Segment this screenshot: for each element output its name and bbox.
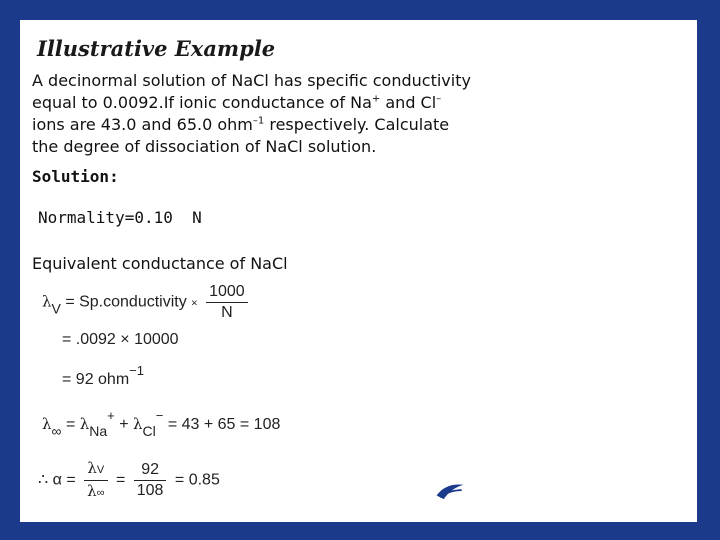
solution-label: Solution: [32, 167, 119, 186]
career-launcher-logo [433, 460, 720, 522]
problem-line-1: A decinormal solution of NaCl has specific conductivity [32, 71, 471, 90]
problem-statement [32, 70, 552, 158]
equation-1: λV = Sp.conductivity × $\frac{1000}{N}$ [42, 282, 252, 323]
equation-3: = 92 ohm$^{-1}$ [62, 363, 144, 388]
problem-line-4: the degree of dissociation of NaCl solution. [32, 137, 377, 156]
problem-line-2: equal to 0.0092.If ionic conductance of Na+ and Cl– [32, 93, 442, 112]
equation-4: λ∞ = λNa+ + λCl− = 43 + 65 = 108 [42, 408, 281, 439]
equation-5: ∴ α = $\frac{\lambda V}{\lambda\infty}$ = $\frac{92}{108}$ = 0.85 [38, 458, 220, 503]
slide [20, 20, 697, 522]
fraction-1000-over-n: $\frac{1000}{N}$ [206, 282, 248, 323]
equivalent-conductance-label: Equivalent conductance of NaCl [32, 254, 288, 273]
slide-title: Illustrative Example [37, 36, 276, 61]
logo-text: CAREER LAUNCHER [475, 460, 604, 521]
equation-2: = .0092 × 10000 [62, 331, 179, 348]
normality-text: Normality=0.10 N [38, 208, 202, 227]
fraction-92-over-108: $\frac{92}{108}$ [134, 460, 167, 501]
fraction-lambda-ratio: $\frac{\lambda V}{\lambda\infty}$ [84, 458, 107, 503]
problem-line-3: ions are 43.0 and 65.0 ohm$^{-1}$ respectively. Calculate [32, 115, 450, 134]
launcher-emblem-icon [433, 474, 467, 508]
